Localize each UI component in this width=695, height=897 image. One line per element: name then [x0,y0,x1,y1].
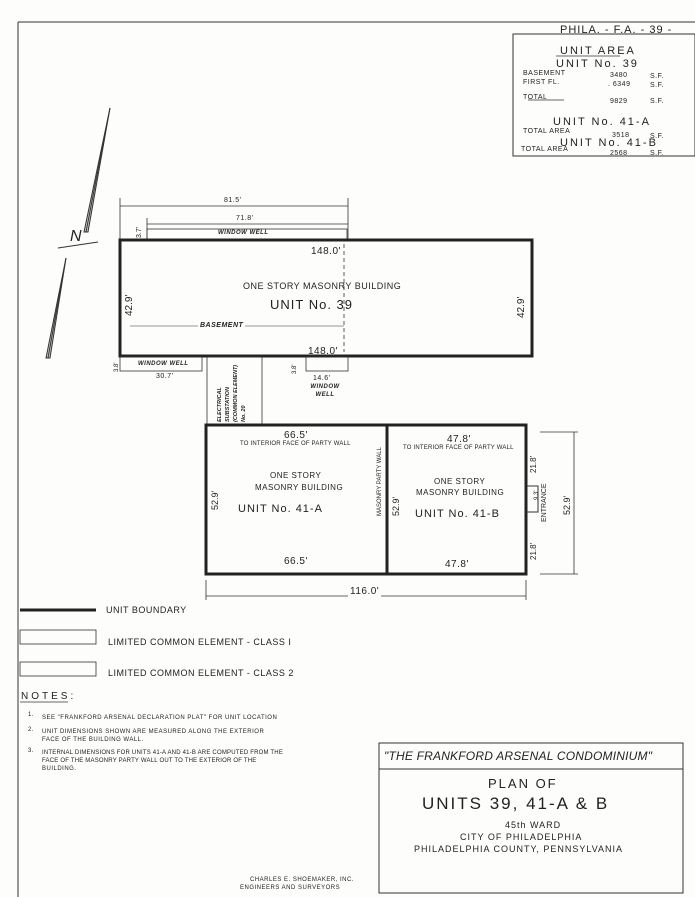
unit41b-area-value: 2568 [610,150,628,157]
note-1-num: 1. [28,712,35,718]
legend-class2: LIMITED COMMON ELEMENT - CLASS 2 [108,668,294,678]
total-area-41a-label: TOTAL AREA [523,128,571,135]
legend-class1-swatch [20,630,96,644]
dim-21-8-bottom: 21.8' [529,542,538,560]
unit41a-desc-line1: ONE STORY [270,471,322,480]
dim-52-9-c: 52.9' [562,495,572,515]
note-3-line3: BUILDING. [42,766,77,772]
basement-plan-label: BASEMENT [200,322,244,329]
note-2-line1: UNIT DIMENSIONS SHOWN ARE MEASURED ALONG THE EXTERIOR [42,729,265,735]
unit41b-sf: S.F. [650,150,665,157]
unit41b-desc-line1: ONE STORY [434,477,486,486]
total-area-41b-label: TOTAL AREA [521,146,569,153]
dim-14-6: 14.6' [313,375,331,382]
legend-unit-boundary: UNIT BOUNDARY [106,605,187,615]
unit41a-sf: S.F. [650,133,665,140]
dim-71-8: 71.8' [236,215,254,222]
unit41a-label: UNIT No. 41-A [238,503,323,515]
basement-label: BASEMENT [523,70,566,77]
dim-42-9-left: 42.9' [124,294,135,316]
surveyor-line2: ENGINEERS AND SURVEYORS [240,885,341,891]
dim-21-8-top: 21.8' [529,455,538,473]
surveyor-line1: CHARLES E. SHOEMAKER, INC. [250,877,355,883]
window-well-top-label: WINDOW WELL [218,230,269,236]
dim-81-5: 81.5' [224,197,242,204]
unit41b-area-label: UNIT No. 41-B [560,137,658,149]
dim-66-5-bottom: 66.5' [284,556,308,567]
dim-52-9-a: 52.9' [210,490,220,510]
party-wall-label: MASONRY PARTY WALL [377,447,383,516]
dim-42-9-right: 42.9' [516,296,527,318]
legend-class1: LIMITED COMMON ELEMENT - CLASS I [108,637,292,647]
note-1: SEE "FRANKFORD ARSENAL DECLARATION PLAT" FOR UNIT LOCATION [42,715,278,721]
unit41b-label: UNIT No. 41-B [415,508,500,520]
dim-3-8-left: 3.8' [114,362,120,372]
condominium-name: "THE FRANKFORD ARSENAL CONDOMINIUM" [384,749,653,763]
ward: 45th WARD [505,820,562,830]
sheet-reference: PHILA. - F.A. - 39 - [560,24,673,36]
unit41a-area-label: UNIT No. 41-A [553,116,651,128]
dim-9-3: 9.3' [534,490,540,500]
dim-116: 116.0' [350,586,380,597]
unit39-building-desc: ONE STORY MASONRY BUILDING [243,281,402,291]
note-3-line2: FACE OF THE MASONRY PARTY WALL OUT TO THE EXTERIOR OF THE [42,758,257,764]
entrance-label: ENTRANCE [541,483,548,522]
note-3-num: 3. [28,748,35,754]
unit39-label: UNIT No. 39 [270,297,354,312]
electrical-substation-label: ELECTRICAL SUBSTATION (COMMON ELEMENT) No. 20 [217,364,247,422]
dim-47-8-top: 47.8' [447,434,471,445]
unit-area-title: UNIT AREA [560,45,636,57]
notes-title: NOTES: [21,691,77,702]
north-symbol: N [70,228,82,245]
unit41a-desc-line2: MASONRY BUILDING [255,483,344,492]
plan-of: PLAN OF [488,776,558,791]
legend-class2-swatch [20,662,96,676]
total-value: 9829 [610,98,628,105]
unit41b-desc-line2: MASONRY BUILDING [416,488,505,497]
total-label: TOTAL [523,94,548,101]
title-block [379,743,683,893]
dim-66-5-top: 66.5' [284,430,308,441]
dim-3-8-right: 3.8' [292,364,298,374]
first-fl-label: FIRST FL. [523,79,560,86]
unit41a-area-value: 3518 [612,132,630,139]
window-well-left-label: WINDOW WELL [138,361,189,367]
note-2-num: 2. [28,727,35,733]
window-well-right [306,357,348,371]
dim-47-8-bottom: 47.8' [445,559,469,570]
dim-148-top: 148.0' [311,246,341,257]
first-fl-value: . 6349 [608,81,631,88]
city: CITY OF PHILADELPHIA [460,832,583,842]
dim-3-7: 3.7' [136,226,143,238]
window-well-right-label: WINDOW WELL [310,384,340,398]
interior-face-b: TO INTERIOR FACE OF PARTY WALL [403,445,514,451]
interior-face-a: TO INTERIOR FACE OF PARTY WALL [240,441,351,447]
unit39-area-label: UNIT No. 39 [556,58,639,70]
total-sf: S.F. [650,98,665,105]
units-title: UNITS 39, 41-A & B [422,794,610,813]
first-fl-sf: S.F. [650,82,665,89]
basement-value: 3480 [610,72,628,79]
note-2-line2: FACE OF THE BUILDING WALL. [42,737,144,743]
county: PHILADELPHIA COUNTY, PENNSYLVANIA [414,844,624,854]
dim-148-bottom: 148.0' [308,346,338,357]
dim-30-7: 30.7' [156,373,174,380]
basement-sf: S.F. [650,73,665,80]
note-3-line1: INTERNAL DIMENSIONS FOR UNITS 41-A AND 41-B ARE COMPUTED FROM THE [42,750,284,756]
dim-52-9-b: 52.9' [391,496,401,516]
